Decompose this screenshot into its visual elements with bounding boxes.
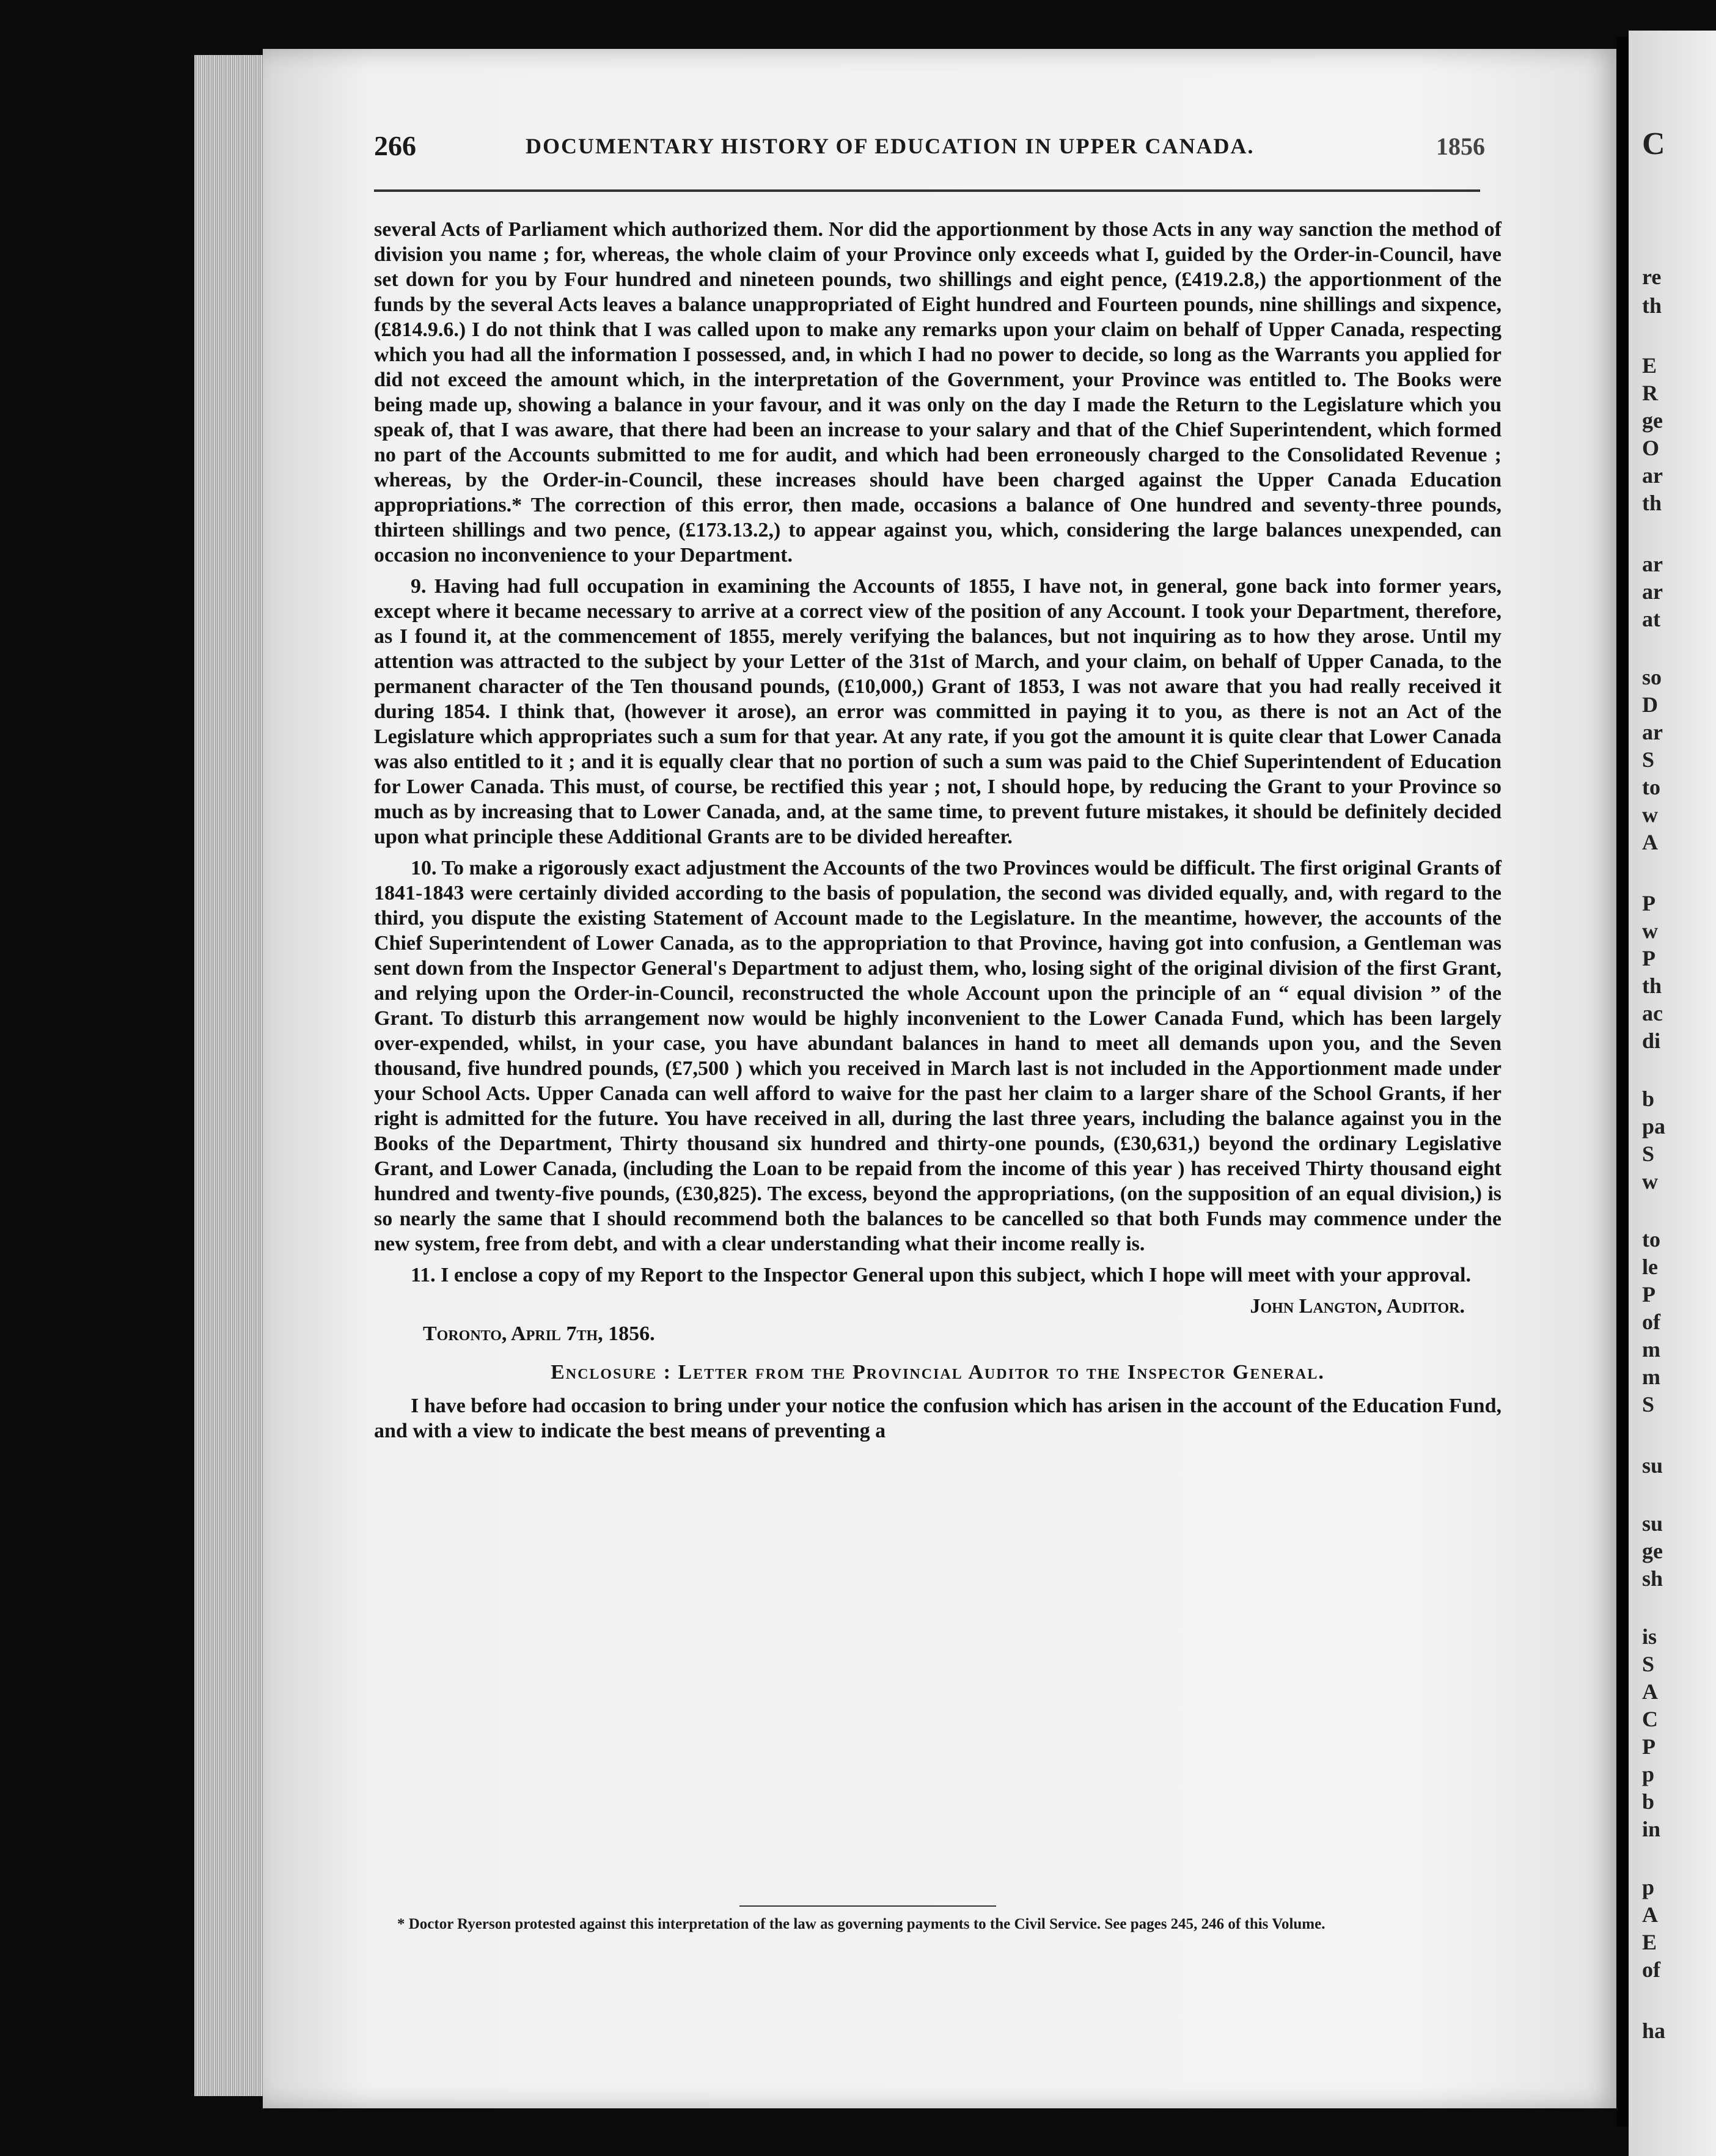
next-page-text: P bbox=[1642, 891, 1656, 915]
next-page-text: ar bbox=[1642, 579, 1663, 604]
dateline bbox=[374, 1321, 1502, 1346]
book-gutter bbox=[1616, 37, 1629, 2127]
next-page-text: w bbox=[1642, 919, 1658, 943]
header-rule bbox=[374, 189, 1480, 192]
next-page-text: le bbox=[1642, 1255, 1658, 1279]
next-page-text: m bbox=[1642, 1365, 1660, 1389]
next-page-text: so bbox=[1642, 665, 1662, 689]
next-page-text: re bbox=[1642, 265, 1662, 289]
footnote-rule bbox=[739, 1905, 996, 1907]
next-page-text: p bbox=[1642, 1762, 1655, 1786]
next-page-text: in bbox=[1642, 1817, 1661, 1841]
next-page-text: pa bbox=[1642, 1114, 1666, 1138]
signature-text: John Langton, Auditor. bbox=[1250, 1295, 1465, 1318]
next-page-text: ha bbox=[1642, 2019, 1666, 2043]
next-page-text: p bbox=[1642, 1875, 1655, 1899]
next-page-text: to bbox=[1642, 775, 1660, 799]
next-page-text: S bbox=[1642, 1392, 1655, 1417]
enclosure-heading: Enclosure : Letter from the Provincial Auditor to the Inspector General. bbox=[551, 1361, 1325, 1384]
next-page-text: su bbox=[1642, 1453, 1663, 1478]
next-page-text: di bbox=[1642, 1028, 1661, 1053]
page-edges bbox=[194, 55, 268, 2096]
running-title: DOCUMENTARY HISTORY OF EDUCATION IN UPPER CANADA. bbox=[526, 134, 1255, 158]
next-page-text: A bbox=[1642, 1679, 1658, 1704]
next-page-text: A bbox=[1642, 830, 1658, 854]
next-page-text: su bbox=[1642, 1511, 1663, 1536]
next-page-text: E bbox=[1642, 1930, 1657, 1954]
next-page-text: ar bbox=[1642, 463, 1663, 488]
next-page-text: is bbox=[1642, 1624, 1657, 1649]
paragraph-9: 9. Having had full occupation in examining the Accounts of 1855, I have not, in general, gone back into former years, except where it became necessary to arrive at a correct view of the position of any Account. I took your Department, therefore, as I found it, at the commencement of 1855, merely verifying the balances, but not inquiring as to how they arose. Until my attention was attracted to the subject by your Letter of the 31st of March, and your claim, on behalf of Upper Canada, to the permanent character of the Ten thousand pounds, (£10,000,) Grant of 1853, I was not aware that you had really received it during 1854. I think that, (however it arose), an error was committed in paying it to you, as there is not an Act of the Legislature which appropriates such a sum for that year. At any rate, if you got the amount it is quite clear that Lower Canada was also entitled to it ; and it is equally clear that no portion of such a sum was paid to the Chief Superintendent of Education for Lower Canada. This must, of course, be rectified this year ; not, I should hope, by reducing the Grant to your Province so much as by increasing that to Lower Canada, and, at the same time, to prevent future mistakes, it should be definitely decided upon what principle these Additional Grants are to be divided hereafter. bbox=[374, 575, 1502, 848]
next-page-text: w bbox=[1642, 802, 1658, 827]
next-page-fragment bbox=[1629, 31, 1716, 2156]
next-page-text: S bbox=[1642, 1652, 1655, 1676]
next-page-text: ge bbox=[1642, 408, 1663, 433]
next-page-text: ar bbox=[1642, 552, 1663, 576]
next-page-text: P bbox=[1642, 1282, 1656, 1307]
next-page-text: th bbox=[1642, 974, 1662, 998]
next-page-text: A bbox=[1642, 1902, 1658, 1927]
next-page-text: R bbox=[1642, 381, 1658, 405]
next-page-text: S bbox=[1642, 747, 1655, 772]
next-page-text: S bbox=[1642, 1142, 1655, 1166]
next-page-text: of bbox=[1642, 1957, 1660, 1982]
next-page-text: C bbox=[1642, 1707, 1658, 1731]
next-page-text: E bbox=[1642, 353, 1657, 378]
footnote: * Doctor Ryerson protested against this interpretation of the law as governing payments to the Civil Service. See pages 245, 246 of this Volume. bbox=[397, 1916, 1326, 1932]
next-page-text: ar bbox=[1642, 720, 1663, 744]
next-page-text: m bbox=[1642, 1337, 1660, 1362]
next-page-text: th bbox=[1642, 491, 1662, 515]
next-page-text: b bbox=[1642, 1789, 1655, 1814]
next-page-text: ge bbox=[1642, 1539, 1663, 1563]
next-page-text: at bbox=[1642, 607, 1660, 631]
next-page-text: C bbox=[1642, 127, 1665, 161]
paragraph-continued: several Acts of Parliament which authorized them. Nor did the apportionment by those Acts in any way sanction the method of division you name ; for, whereas, the whole claim of your Province only exceeds what I, guided by the Order-in-Council, have set down for you by Four hundred and nineteen pounds, two shillings and eight pence, (£419.2.8,) the apportionment of the funds by the several Acts leaves a balance unappropriated of Eight hundred and Fourteen pounds, nine shillings and sixpence, (£814.9.6.) I do not think that I was called upon to make any remarks upon your claim on behalf of Upper Canada, respecting which you had all the information I possessed, and, in which I had no power to decide, so long as the Warrants you applied for did not exceed the amount which, in the interpretation of the Government, your Province was entitled to. The Books were being made up, showing a balance in your favour, and it was only on the day I made the Return to the Legislature which you speak of, that I was aware, that there had been an increase to your salary and that of the Chief Superintendent, which formed no part of the Accounts submitted to me for audit, and which had been erroneously charged to the Consolidated Revenue ; whereas, by the Order-in-Council, these increases should have been charged against the Upper Canada Education appropriations.* The correction of this error, then made, occasions a balance of One hundred and seventy-three pounds, thirteen shillings and two pence, (£173.13.2,) to appear against you, which, considering the large balances unexpended, can occasion no inconvenience to your Department. bbox=[374, 218, 1502, 566]
signature bbox=[374, 1294, 1502, 1319]
next-page-text: D bbox=[1642, 692, 1658, 717]
next-page-text: to bbox=[1642, 1227, 1660, 1252]
next-page-text: sh bbox=[1642, 1566, 1663, 1591]
next-page-text: of bbox=[1642, 1310, 1660, 1334]
next-page-text: P bbox=[1642, 1734, 1656, 1759]
header-year: 1856 bbox=[1436, 133, 1485, 160]
next-page-text: P bbox=[1642, 946, 1656, 970]
next-page-text: b bbox=[1642, 1087, 1655, 1111]
paragraph-10: 10. To make a rigorously exact adjustment the Accounts of the two Provinces would be difficult. The first original Grants of 1841-1843 were certainly divided according to the basis of population, the second was divided equally, and, with regard to the third, you dispute the existing Statement of Account made to the Legislature. In the meantime, however, the accounts of the Chief Superintendent of Lower Canada, as to the appropriation to that Province, having got into confusion, a Gentleman was sent down from the Inspector General's Department to adjust them, who, losing sight of the original division of the first Grant, and relying upon the Order-in-Council, reconstructed the whole Account upon the principle of an “ equal division ” of the Grant. To disturb this arrangement now would be highly inconvenient to the Lower Canada Fund, which has been largely over-expended, whilst, in your case, you have abundant balances in hand to meet all demands upon you, and the Seven thousand, five hundred pounds, (£7,500 ) which you received in March last is not included in the Apportionment made under your School Acts. Upper Canada can well afford to waive for the past her claim to a larger share of the School Grants, if her right is admitted for the future. You have received in all, during the last three years, including the balance against you in the Books of the Department, Thirty thousand six hundred and thirty-one pounds, (£30,631,) beyond the ordinary Legislative Grant, and Lower Canada, (including the Loan to be repaid from the income of this year ) has received Thirty thousand eight hundred and twenty-five pounds, (£30,825). The excess, beyond the appropriations, (on the supposition of an equal division,) is so nearly the same that I should recommend both the balances to be cancelled so that both Funds may commence under the new system, free from debt, and with a clear understanding what their income really is. bbox=[374, 857, 1502, 1255]
enclosure-paragraph: I have before had occasion to bring under your notice the confusion which has arisen in the account of the Education Fund, and with a view to indicate the best means of preventing a bbox=[374, 1395, 1502, 1442]
dateline-text: Toronto, April 7th, 1856. bbox=[423, 1322, 655, 1345]
next-page-text: ac bbox=[1642, 1001, 1663, 1025]
paragraph-11: 11. I enclose a copy of my Report to the Inspector General upon this subject, which I hope will meet with your approval. bbox=[411, 1264, 1471, 1286]
page-number: 266 bbox=[374, 130, 416, 161]
next-page-text: O bbox=[1642, 436, 1660, 460]
body-text bbox=[374, 217, 1502, 1450]
next-page-text: w bbox=[1642, 1169, 1658, 1194]
next-page-text: th bbox=[1642, 293, 1662, 318]
running-header bbox=[374, 130, 1485, 166]
